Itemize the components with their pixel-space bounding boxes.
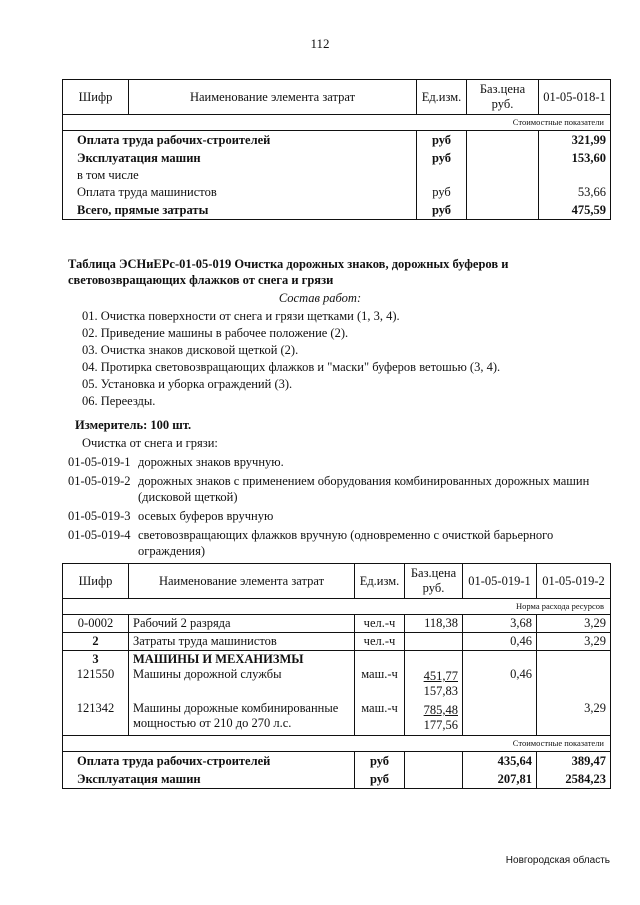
row-value-1: 3,68 bbox=[463, 615, 537, 633]
section-label: Стоимостные показатели bbox=[63, 115, 611, 131]
work-item: 03. Очистка знаков дисковой щеткой (2). bbox=[82, 343, 299, 357]
code-item-text: осевых буферов вручную bbox=[138, 509, 274, 523]
row-unit: чел.-ч bbox=[355, 633, 405, 651]
row-name-line1: Машины дорожные комбинированные bbox=[133, 701, 339, 715]
row-value-2 bbox=[537, 651, 611, 668]
row-name: Машины дорожной службы bbox=[129, 667, 355, 701]
code-item-code: 01-05-019-1 bbox=[68, 455, 131, 469]
row-unit: руб bbox=[417, 149, 467, 167]
header-name: Наименование элемента затрат bbox=[129, 564, 355, 599]
row-value-1: 435,64 bbox=[463, 752, 537, 771]
work-item: 02. Приведение машины в рабочее положение (2). bbox=[82, 326, 349, 340]
table-row bbox=[63, 184, 611, 201]
row-value-1: 0,46 bbox=[463, 667, 537, 701]
row-value-1: 207,81 bbox=[463, 770, 537, 789]
table-row bbox=[63, 633, 611, 651]
row-value-2 bbox=[537, 667, 611, 701]
works-list bbox=[82, 308, 602, 410]
row-value bbox=[539, 167, 611, 184]
row-code: 3 bbox=[63, 651, 129, 668]
table-row bbox=[63, 131, 611, 150]
code-item-code: 01-05-019-2 bbox=[68, 474, 131, 488]
row-price bbox=[467, 184, 539, 201]
row-name: Оплата труда рабочих-строителей bbox=[63, 752, 355, 771]
table-row bbox=[63, 651, 611, 668]
code-item bbox=[68, 508, 608, 524]
page-number: 112 bbox=[310, 36, 330, 51]
row-unit: руб bbox=[417, 184, 467, 201]
row-price bbox=[467, 149, 539, 167]
header-price bbox=[405, 564, 463, 599]
row-price bbox=[405, 651, 463, 668]
section-title-line1: Таблица ЭСНиЕРс-01-05-019 Очистка дорожных знаков, дорожных буферов и bbox=[68, 257, 509, 271]
row-name-line2: мощностью от 210 до 270 л.с. bbox=[133, 716, 292, 730]
header-col1: 01-05-019-1 bbox=[463, 564, 537, 599]
row-unit: руб bbox=[417, 131, 467, 150]
norm-label-row bbox=[63, 599, 611, 615]
header-price-line2: руб. bbox=[422, 581, 445, 595]
row-value-1 bbox=[463, 701, 537, 736]
code-item bbox=[68, 454, 608, 470]
row-unit: чел.-ч bbox=[355, 615, 405, 633]
row-value-2: 3,29 bbox=[537, 633, 611, 651]
row-price-main: 451,77 bbox=[423, 669, 458, 683]
row-value-2: 3,29 bbox=[537, 615, 611, 633]
row-name: Всего, прямые затраты bbox=[63, 201, 417, 220]
row-unit: маш.-ч bbox=[355, 701, 405, 736]
cleaning-label: Очистка от снега и грязи: bbox=[82, 436, 218, 450]
header-code: Шифр bbox=[63, 80, 129, 115]
header-price-line1: Баз.цена bbox=[410, 566, 457, 580]
table-row bbox=[63, 667, 611, 701]
table-row bbox=[63, 615, 611, 633]
row-name: Эксплуатация машин bbox=[63, 149, 417, 167]
footer-region: Новгородская область bbox=[505, 855, 610, 866]
row-name bbox=[129, 701, 355, 736]
row-code: 121342 bbox=[63, 701, 129, 736]
row-unit: руб bbox=[417, 201, 467, 220]
row-price-main: 785,48 bbox=[423, 703, 458, 717]
row-value-2: 389,47 bbox=[537, 752, 611, 771]
header-unit: Ед.изм. bbox=[355, 564, 405, 599]
header-code: Шифр bbox=[63, 564, 129, 599]
row-value: 53,66 bbox=[539, 184, 611, 201]
code-item-text: дорожных знаков с применением оборудования комбинированных дорожных машин (дисковой щеткой) bbox=[138, 474, 590, 504]
row-name: Эксплуатация машин bbox=[63, 770, 355, 789]
row-unit bbox=[355, 651, 405, 668]
row-value-1: 0,46 bbox=[463, 633, 537, 651]
work-item: 05. Установка и уборка ограждений (3). bbox=[82, 377, 293, 391]
header-name: Наименование элемента затрат bbox=[129, 80, 417, 115]
row-name: МАШИНЫ И МЕХАНИЗМЫ bbox=[129, 651, 355, 668]
table-row bbox=[63, 770, 611, 789]
row-value: 321,99 bbox=[539, 131, 611, 150]
code-item-code: 01-05-019-3 bbox=[68, 509, 131, 523]
row-price bbox=[405, 752, 463, 771]
header-col2: 01-05-019-2 bbox=[537, 564, 611, 599]
table-row bbox=[63, 701, 611, 736]
row-unit bbox=[417, 167, 467, 184]
row-name: Оплата труда рабочих-строителей bbox=[63, 131, 417, 150]
table-row bbox=[63, 149, 611, 167]
code-item bbox=[68, 473, 608, 505]
header-price bbox=[467, 80, 539, 115]
row-unit: руб bbox=[355, 752, 405, 771]
row-price bbox=[405, 633, 463, 651]
row-code: 0-0002 bbox=[63, 615, 129, 633]
header-price-line1: Баз.цена bbox=[479, 82, 526, 96]
row-value: 475,59 bbox=[539, 201, 611, 220]
row-name: Затраты труда машинистов bbox=[129, 633, 355, 651]
table-1 bbox=[62, 79, 611, 220]
table-2 bbox=[62, 563, 611, 789]
row-name: в том числе bbox=[63, 167, 417, 184]
code-list bbox=[68, 454, 608, 562]
table-1-header bbox=[63, 80, 611, 115]
code-item-code: 01-05-019-4 bbox=[68, 528, 131, 542]
norm-label: Норма расхода ресурсов bbox=[63, 599, 611, 615]
row-name: Рабочий 2 разряда bbox=[129, 615, 355, 633]
measure: Измеритель: 100 шт. bbox=[75, 418, 192, 432]
work-item: 01. Очистка поверхности от снега и грязи щетками (1, 3, 4). bbox=[82, 309, 400, 323]
row-code: 2 bbox=[63, 633, 129, 651]
row-price-sub: 177,56 bbox=[423, 718, 458, 732]
row-price bbox=[467, 201, 539, 220]
table-row bbox=[63, 201, 611, 220]
section-title-line2: световозвращающих флажков от снега и грязи bbox=[68, 273, 334, 287]
table-row bbox=[63, 752, 611, 771]
table-2-header bbox=[63, 564, 611, 599]
composition-heading: Состав работ: bbox=[278, 291, 362, 305]
row-price: 118,38 bbox=[405, 615, 463, 633]
section-label-row bbox=[63, 115, 611, 131]
row-unit: руб bbox=[355, 770, 405, 789]
row-price bbox=[467, 131, 539, 150]
row-price bbox=[467, 167, 539, 184]
row-code: 121550 bbox=[63, 667, 129, 701]
row-value-1 bbox=[463, 651, 537, 668]
header-unit: Ед.изм. bbox=[417, 80, 467, 115]
code-item bbox=[68, 527, 608, 559]
row-value-2: 2584,23 bbox=[537, 770, 611, 789]
row-value-2: 3,29 bbox=[537, 701, 611, 736]
header-price-line2: руб. bbox=[491, 97, 514, 111]
row-price-sub: 157,83 bbox=[423, 684, 458, 698]
code-item-text: дорожных знаков вручную. bbox=[138, 455, 284, 469]
header-col1: 01-05-018-1 bbox=[539, 80, 611, 115]
table-row bbox=[63, 167, 611, 184]
cost-label: Стоимостные показатели bbox=[63, 736, 611, 752]
row-price bbox=[405, 667, 463, 701]
work-item: 04. Протирка световозвращающих флажков и "маски" буферов ветошью (3, 4). bbox=[82, 360, 501, 374]
row-value: 153,60 bbox=[539, 149, 611, 167]
section-title bbox=[68, 256, 568, 288]
row-price bbox=[405, 701, 463, 736]
code-item-text: световозвращающих флажков вручную (одновременно с очисткой барьерного ограждения) bbox=[138, 528, 554, 558]
work-item: 06. Переезды. bbox=[82, 394, 156, 408]
cost-label-row bbox=[63, 736, 611, 752]
row-price bbox=[405, 770, 463, 789]
row-name: Оплата труда машинистов bbox=[63, 184, 417, 201]
row-unit: маш.-ч bbox=[355, 667, 405, 701]
